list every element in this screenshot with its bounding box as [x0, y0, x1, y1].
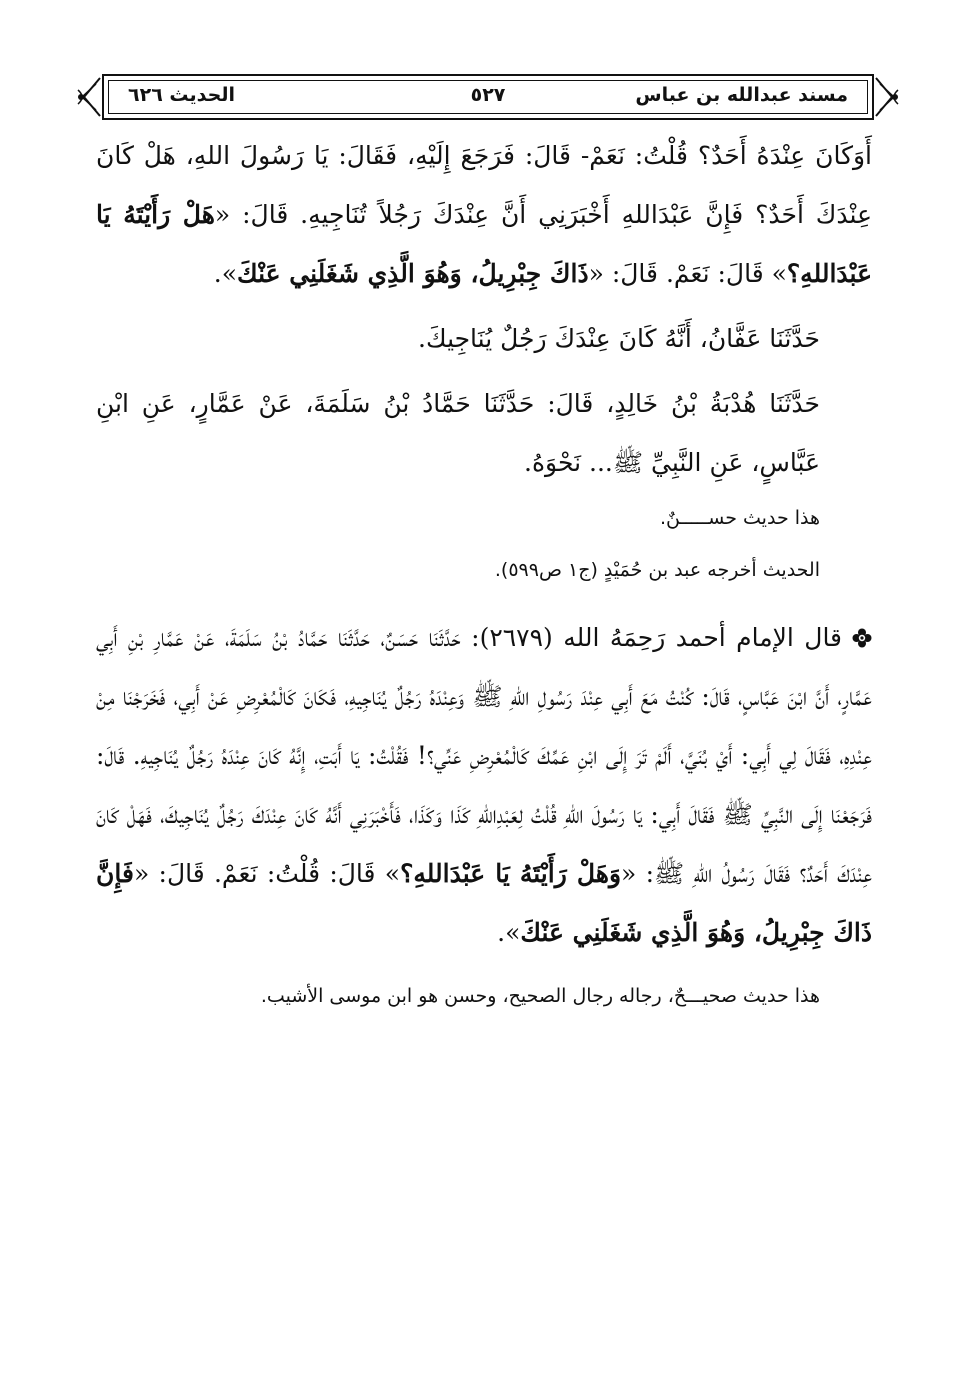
text-run: ». [497, 918, 521, 947]
text-run: » قَالَ: قُلْتُ: نَعَمْ. قَالَ: « [133, 859, 401, 888]
text-run: أَوَكَانَ عِنْدَهُ أَحَدٌ؟ قُلْتُ: نَعَمْ- قَالَ: فَرَجَعَ إِلَيْهِ، فَقَالَ: يَا رَسُولَ اللهِ، هَلْ كَانَ عِنْدَكَ أَحَدٌ؟ فَإِنَّ عَبْدَاللهِ أَخْبَرَنِي أَنَّ عِنْدَكَ رَجُلاً تُنَاجِيهِ. قَالَ: « [96, 141, 872, 229]
paragraph-continuation [96, 126, 872, 303]
prophet-speech: هَلْ رَأَيْتَهُ يَا عَبْدَاللهِ؟ [96, 200, 872, 288]
paragraph-ahmad [96, 608, 872, 962]
text-run: » قَالَ: نَعَمْ. قَالَ: « [588, 259, 787, 288]
prophet-speech: وَهَلْ رَأَيْتَهُ يَا عَبْدَاللهِ؟ [400, 859, 622, 888]
grade-note-final: هذا حديث صحيـــحٌ، رجاله رجال الصحيح، وحسن هو ابن موسى الأشيب. [260, 985, 820, 1007]
text-run: ». [213, 259, 238, 288]
text-run: حَدَّثَنَا حَسَنٌ، حَدَّثَنَا حَمَّادُ بْنُ سَلَمَةَ، عَنْ عَمَّارِ بْنِ أَبِي عَمَّارٍ، أَنَّ ابْنَ عَبَّاسٍ، قَالَ: كُنْتُ مَعَ أَبِي عِنْدَ رَسُولِ اللهِ ﷺ وَعِنْدَهُ رَجُلٌ يُنَاجِيهِ، فَكَانَ كَالْمُعْرِضِ عَنْ أَبِي، فَخَرَجْنَا مِنْ عِنْدِهِ، فَقَالَ لِي أَبِي: أَيْ بُنَيَّ، أَلَمْ تَرَ إِلَى ابْنِ عَمِّكَ كَالْمُعْرِضِ عَنِّي؟! فَقُلْتُ: يَا أَبَتِ، إِنَّهُ كَانَ عِنْدَهُ رَجُلٌ يُنَاجِيهِ. قَالَ: فَرَجَعْنَا إِلَى النَّبِيِّ ﷺ فَقَالَ أَبِي: يَا رَسُولَ اللهِ قُلْتُ لِعَبْدِاللهِ كَذَا وَكَذَا، فَأَخْبَرَنِي أَنَّهُ كَانَ عِنْدَكَ رَجُلٌ يُنَاجِيكَ، فَهَلْ كَانَ عِنْدَكَ أَحَدٌ؟ فَقَالَ رَسُولُ اللهِ ﷺ: « [96, 623, 873, 888]
running-header [76, 74, 900, 122]
grade-note: هذا حديث حســـــنٌ. [659, 507, 820, 529]
paragraph-hudbah: حَدَّثَنَا هُدْبَةُ بْنُ خَالِدٍ، قَالَ: حَدَّثَنَا حَمَّادُ بْنُ سَلَمَةَ، عَنْ عَمَّارٍ، عَنِ ابْنِ عَبَّاسٍ، عَنِ النَّبِيِّ ﷺ... نَحْوَهُ. [96, 389, 820, 477]
page-body [96, 126, 872, 1018]
takhrij-note: الحديث أخرجه عبد بن حُمَيْدٍ (ج١ ص٥٩٩). [494, 559, 820, 581]
hadith-label: الحديث ٦٢٦ [128, 84, 235, 106]
ornament-right-icon [874, 76, 900, 118]
prophet-speech: ذَاكَ جِبْرِيلُ، وَهُوَ الَّذِي شَغَلَنِي عَنْكَ [237, 259, 589, 288]
flower-ornament-icon [852, 628, 872, 648]
paragraph-affan: حَدَّثَنَا عَفَّانُ، أَنَّهُ كَانَ عِنْدَكَ رَجُلٌ يُنَاجِيكَ. [418, 324, 820, 353]
prophet-speech: فَإِنَّ ذَاكَ جِبْرِيلُ، وَهُوَ الَّذِي شَغَلَنِي عَنْكَ [96, 859, 872, 947]
page-number: ٥٢٧ [470, 84, 506, 106]
chain-intro: قال الإمام أحمد رَحِمَهُ الله (٢٦٧٩): [460, 623, 843, 652]
book-title: مسند عبدالله بن عباس [635, 84, 848, 106]
